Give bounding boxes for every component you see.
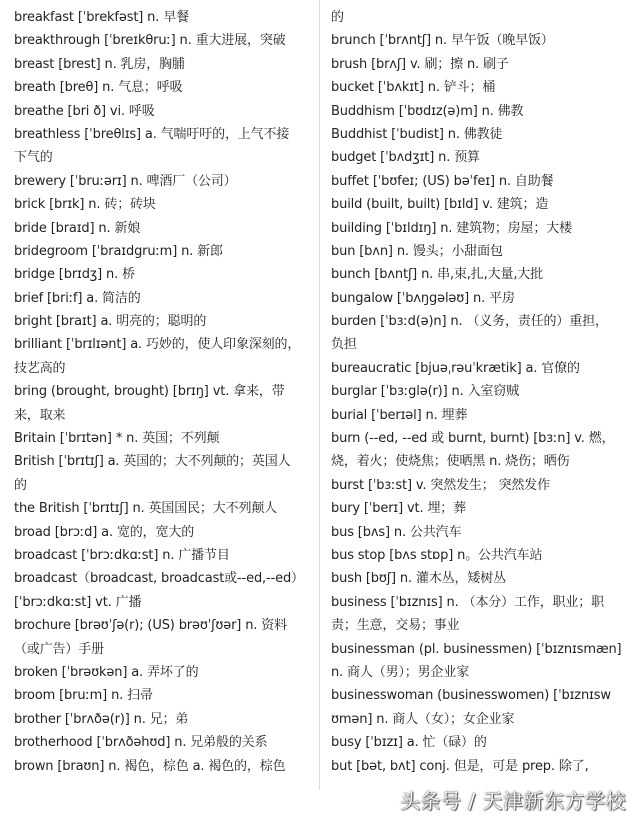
entry-line: brown [braʊn] n. 褐色，棕色 a. 褐色的，棕色 [14, 758, 286, 774]
entry-line: bureaucratic [bjuəˌrəuˈkrætik] a. 官僚的 [331, 360, 580, 376]
entry-line: bus [bʌs] n. 公共汽车 [331, 524, 462, 540]
entry-line: 的 [331, 10, 344, 25]
entry-line: 下气的 [14, 150, 53, 166]
entry-line: broken [ˈbrəʊkən] a. 弄坏了的 [14, 664, 199, 680]
entry-line: bungalow [ˈbʌŋgələʊ] n. 平房 [331, 290, 515, 306]
entry-line: burn (--ed, --ed 或 burnt, burnt) [bɜːn] v. 燃， [331, 431, 615, 447]
entry-line: 烧，着火；使烧焦；使晒黑 n. 烧伤；晒伤 [331, 454, 570, 470]
entry-line: brush [brʌʃ] v. 刷；擦 n. 刷子 [331, 56, 509, 72]
entry-line: brunch [ˈbrʌntʃ] n. 早午饭（晚早饭） [331, 33, 554, 49]
entry-line: burial [ˈberɪəl] n. 埋葬 [331, 407, 468, 423]
entry-line: brotherhood [ˈbrʌðəhʊd] n. 兄弟般的关系 [14, 735, 268, 751]
entry-line: brother [ˈbrʌðə(r)] n. 兄；弟 [14, 711, 189, 727]
entry-line: bus stop [bʌs stɒp] n。公共汽车站 [331, 547, 543, 563]
entry-line: bride [braɪd] n. 新娘 [14, 220, 141, 236]
entry-line: British [ˈbrɪtɪʃ] a. 英国的；大不列颠的；英国人 [14, 454, 291, 470]
entry-line: Buddhism [ˈbʊdɪz(ə)m] n. 佛教 [331, 103, 524, 119]
entry-line: brewery [ˈbruːərɪ] n. 啤酒厂（公司） [14, 173, 237, 189]
entry-line: 来，取来 [14, 407, 66, 423]
entry-line: bridge [brɪdʒ] n. 桥 [14, 267, 135, 283]
entry-line: 负担 [331, 337, 357, 353]
entry-line: but [bət, bʌt] conj. 但是，可是 prep. 除了, [331, 758, 589, 774]
entry-line: brief [briːf] a. 简洁的 [14, 290, 141, 306]
entry-line: breath [breθ] n. 气息；呼吸 [14, 80, 183, 96]
entry-line: 责；生意，交易；事业 [331, 618, 460, 634]
entry-line: broadcast（broadcast, broadcast或--ed,--ed） [14, 571, 304, 587]
entry-line: breakthrough [ˈbreɪkθruː] n. 重大进展，突破 [14, 33, 286, 49]
entry-line: n. 商人（男）；男企业家 [331, 664, 470, 680]
entry-line: brochure [brəʊˈʃə(r); (US) brəʊˈʃʊər] n. 资料 [14, 618, 287, 634]
entry-line: 的 [14, 477, 27, 493]
entry-line: bridegroom [ˈbraɪdgruːm] n. 新郎 [14, 243, 223, 259]
entry-line: breathless [ˈbreθlɪs] a. 气喘吁吁的，上气不接 [14, 126, 290, 142]
entry-line: businessman (pl. businessmen) [ˈbɪznɪsmæn] [331, 641, 622, 657]
left-column [14, 6, 311, 778]
entry-line: busy [ˈbɪzɪ] a. 忙（碌）的 [331, 735, 487, 751]
entry-line: breast [brest] n. 乳房，胸脯 [14, 56, 185, 72]
entry-line: Britain [ˈbrɪtən] * n. 英国；不列颠 [14, 431, 220, 447]
entry-line: burden [ˈbɜːd(ə)n] n. （义务，责任的）重担， [331, 314, 608, 330]
entry-line: brilliant [ˈbrɪlɪənt] a. 巧妙的，使人印象深刻的， [14, 337, 301, 353]
entry-line: bush [bʊʃ] n. 灌木丛，矮树丛 [331, 571, 506, 587]
entry-line: budget [ˈbʌdʒɪt] n. 预算 [331, 150, 480, 166]
entry-line: ʊmən] n. 商人（女）；女企业家 [331, 711, 515, 727]
entry-line: bucket [ˈbʌkɪt] n. 铲斗；桶 [331, 80, 496, 96]
entry-line: bring (brought, brought) [brɪŋ] vt. 拿来，带 [14, 384, 285, 400]
watermark: 头条号 / 天津新东方学校 [400, 789, 626, 813]
entry-line: Buddhist [ˈbudist] n. 佛教徒 [331, 126, 503, 142]
entry-line: brick [brɪk] n. 砖；砖块 [14, 197, 156, 213]
entry-line: （或广告）手册 [14, 641, 104, 657]
entry-line: bunch [bʌntʃ] n. 串,束,扎,大量,大批 [331, 267, 544, 283]
entry-line: burst [ˈbɜːst] v. 突然发生； 突然发作 [331, 477, 550, 493]
entry-line: building [ˈbɪldɪŋ] n. 建筑物；房屋；大楼 [331, 220, 572, 236]
entry-line: bury [ˈberɪ] vt. 埋；葬 [331, 501, 466, 517]
entry-line: broadcast [ˈbrɔːdkɑːst] n. 广播节目 [14, 547, 230, 563]
entry-line: broom [bruːm] n. 扫帚 [14, 688, 153, 704]
entry-line: buffet [ˈbʊfeɪ; (US) bəˈfeɪ] n. 自助餐 [331, 173, 554, 189]
entry-line: the British [ˈbrɪtɪʃ] n. 英国国民；大不列颠人 [14, 501, 278, 517]
entry-line: bun [bʌn] n. 馒头；小甜面包 [331, 243, 503, 259]
entry-line: [ˈbrɔːdkɑːst] vt. 广播 [14, 594, 142, 610]
entry-line: bright [braɪt] a. 明亮的；聪明的 [14, 314, 207, 330]
entry-line: breakfast [ˈbrekfəst] n. 早餐 [14, 10, 189, 25]
entry-line: 技艺高的 [14, 360, 66, 376]
entry-line: business [ˈbɪznɪs] n. （本分）工作，职业；职 [331, 594, 604, 610]
column-divider [319, 0, 320, 790]
entry-line: broad [brɔːd] a. 宽的，宽大的 [14, 524, 195, 540]
right-column [331, 6, 627, 778]
entry-line: build (built, built) [bɪld] v. 建筑；造 [331, 197, 549, 213]
entry-line: breathe [bri ð] vi. 呼吸 [14, 103, 155, 119]
entry-line: burglar [ˈbɜːglə(r)] n. 入室窃贼 [331, 384, 519, 400]
entry-line: businesswoman (businesswomen) [ˈbɪznɪsw [331, 688, 611, 704]
